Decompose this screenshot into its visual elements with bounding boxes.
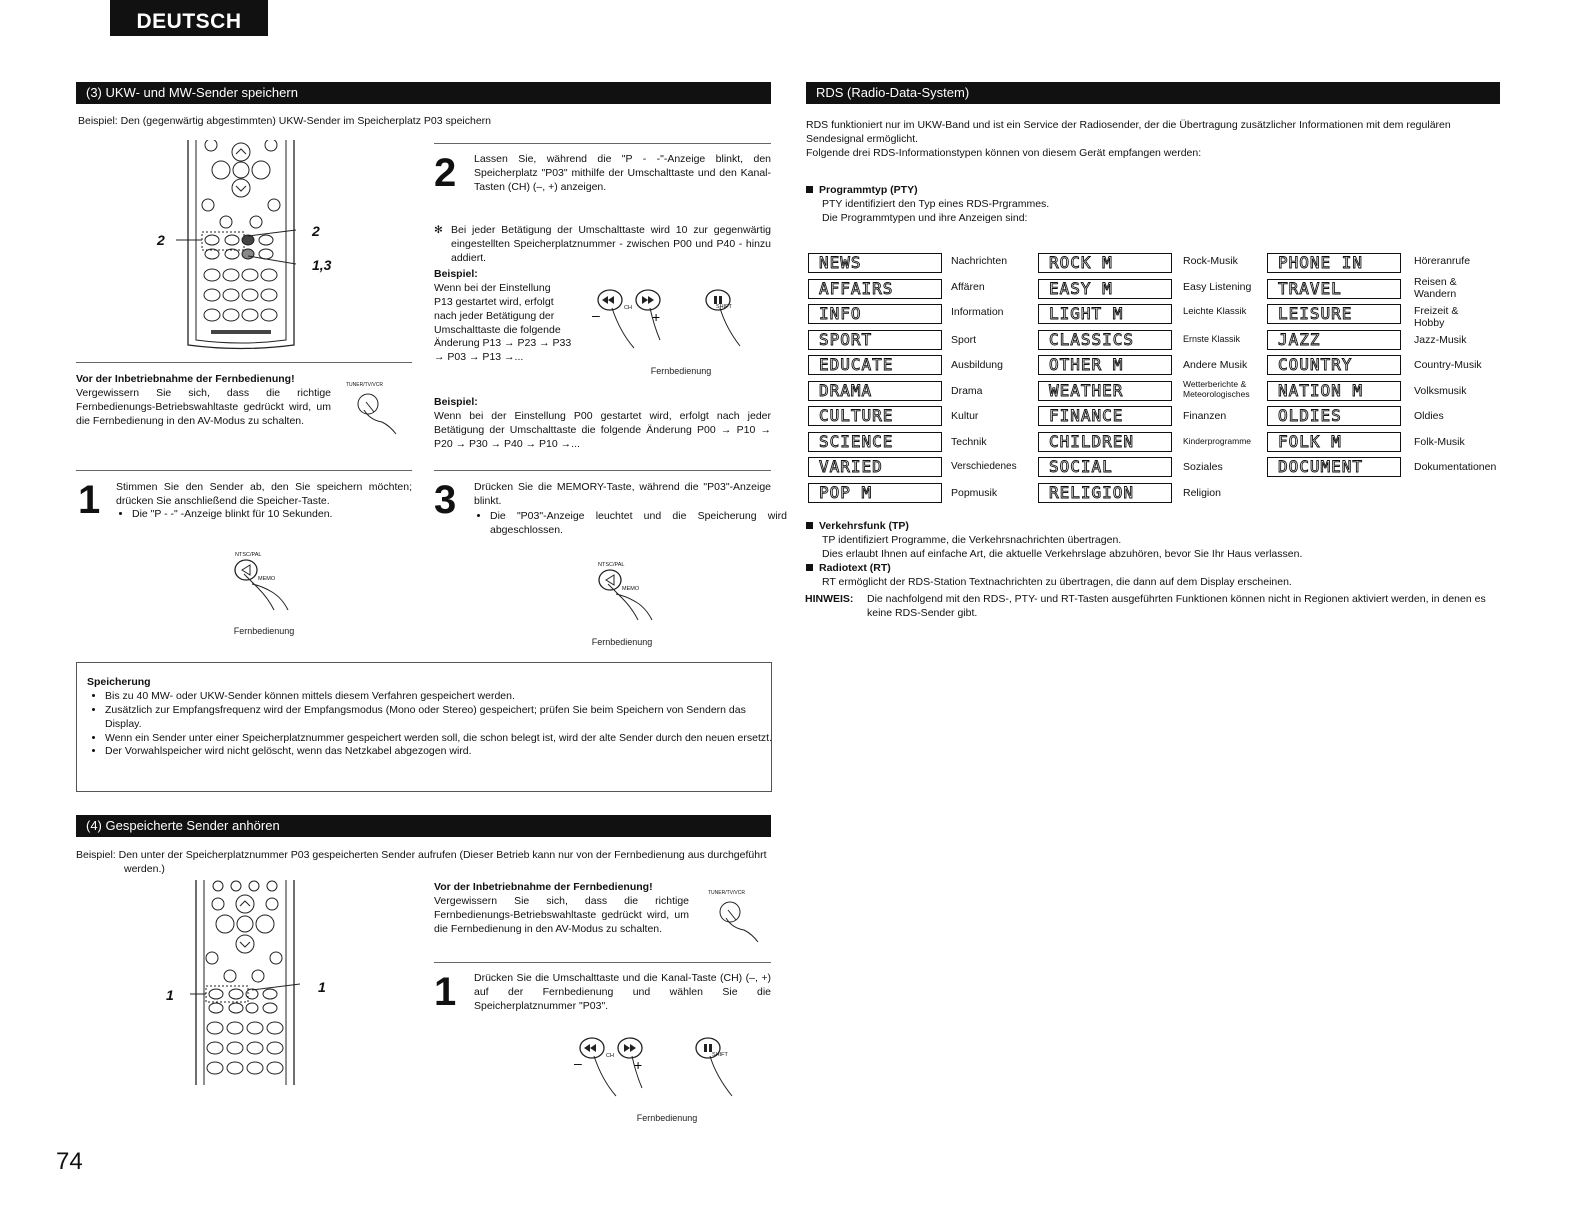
memo-label: MEMO (258, 576, 276, 582)
storage-bullet: • Wenn ein Sender unter einer Speicherplatznummer gespeichert werden soll, die schon belegt ist, wird der alte Sender durch den neuen ersetzt. (105, 732, 777, 746)
storage-title: Speicherung (87, 676, 151, 688)
pty-label: Oldies (1414, 410, 1444, 422)
step-3-bullet: • Die "P03"-Anzeige leuchtet und die Speicherung wird abgeschlossen. (490, 510, 787, 538)
pty-label: Drama (951, 385, 983, 397)
pty-label: Folk-Musik (1414, 436, 1465, 448)
note-label: HINWEIS: (805, 593, 854, 605)
ch-shift-buttons-icon (590, 286, 760, 366)
pty-label: Wetterberichte & Meteorologisches (1183, 379, 1250, 400)
pty-code: FINANCE (1038, 406, 1172, 426)
memo-label: MEMO (622, 586, 640, 592)
remote-control-icon (176, 140, 306, 350)
step-1-bullet: • Die "P - -" -Anzeige blinkt für 10 Sekunden. (132, 508, 422, 522)
svg-text:–: – (574, 1055, 582, 1071)
pty-label: Country-Musik (1414, 359, 1482, 371)
pty-code: EASY M (1038, 279, 1172, 299)
storage-bullet: • Der Vorwahlspeicher wird nicht gelöscht, wenn das Netzkabel abgezogen wird. (105, 745, 777, 759)
tp-line-2: Dies erlaubt Ihnen auf einfache Art, die aktuelle Verkehrslage abzuhören, bevor Sie Ihr Haus verlassen. (822, 548, 1303, 560)
before-use-text: Vergewissern Sie sich, dass die richtige Fernbedienungs-Betriebswahltaste gedrückt wird, um die Fernbedienung in den AV-Modus zu schalten. (76, 387, 331, 427)
caption-remote: Fernbedienung (650, 366, 712, 376)
memo-button-icon (592, 568, 662, 628)
pty-code: DRAMA (808, 381, 942, 401)
step-2-number: 2 (434, 151, 457, 195)
pty-code: OLDIES (1267, 406, 1401, 426)
pty-label: Andere Musik (1183, 359, 1248, 371)
pty-line-1: PTY identifiziert den Typ eines RDS-Prgrammes. (822, 198, 1050, 210)
pty-code: WEATHER (1038, 381, 1172, 401)
ch-label: CH (624, 305, 632, 311)
divider (434, 962, 771, 963)
caption-remote: Fernbedienung (636, 1113, 698, 1123)
pty-label: Easy Listening (1183, 281, 1252, 293)
pty-code: AFFAIRS (808, 279, 942, 299)
pty-label: Technik (951, 436, 987, 448)
pty-code: LIGHT M (1038, 304, 1172, 324)
pty-label: Freizeit & Hobby (1414, 305, 1459, 330)
pty-code: PHONE IN (1267, 253, 1401, 273)
pty-label: Nachrichten (951, 255, 1008, 267)
pty-code: CLASSICS (1038, 330, 1172, 350)
pty-label: Religion (1183, 487, 1221, 499)
rds-intro-2: Folgende drei RDS-Informationstypen können von diesem Gerät empfangen werden: (806, 147, 1202, 159)
rt-title: Radiotext (RT) (806, 562, 891, 576)
storage-bullet: • Bis zu 40 MW- oder UKW-Sender können mittels diesem Verfahren gespeichert werden. (105, 690, 777, 704)
before-use-text: Vergewissern Sie sich, dass die richtige Fernbedienungs-Betriebswahltaste gedrückt wird, um die Fernbedienung in den AV-Modus zu schalten. (434, 895, 689, 935)
section-3-example: Beispiel: Den (gegenwärtig abgestimmten) UKW-Sender im Speicherplatz P03 speichern (78, 115, 492, 127)
pty-label: Jazz-Musik (1414, 334, 1467, 346)
before-use-title: Vor der Inbetriebnahme der Fernbedienung! (76, 373, 295, 385)
callout-1-left: 1 (166, 987, 174, 1003)
language-tab: DEUTSCH (110, 0, 268, 36)
divider (76, 362, 412, 363)
step-1-number: 1 (434, 970, 457, 1014)
ch-shift-buttons-icon (572, 1034, 762, 1114)
svg-text:+: + (634, 1057, 643, 1073)
example-1-text: Wenn bei der Einstellung P13 gestartet wird, erfolgt nach jeder Betätigung der Umschalttaste die folgende Änderung P13 → P23 → P33 → P03 → P13 →... (434, 282, 572, 364)
svg-text:–: – (592, 307, 600, 323)
divider (434, 470, 771, 471)
pty-code: VARIED (808, 457, 942, 477)
pty-label: Leichte Klassik (1183, 306, 1247, 317)
pty-line-2: Die Programmtypen und ihre Anzeigen sind: (822, 212, 1028, 224)
pty-label: Ausbildung (951, 359, 1003, 371)
pty-code: INFO (808, 304, 942, 324)
pty-code: OTHER M (1038, 355, 1172, 375)
pty-code: RELIGION (1038, 483, 1172, 503)
pty-label: Popmusik (951, 487, 998, 499)
rt-line-1: RT ermöglicht der RDS-Station Textnachrichten zu übertragen, die dann auf dem Display erscheinen. (822, 576, 1292, 588)
hand-press-icon (714, 898, 764, 944)
pty-code: CULTURE (808, 406, 942, 426)
step-1-text: Stimmen Sie den Sender ab, den Sie speichern möchten; drücken Sie anschließend die Speicher-Taste. (116, 481, 412, 507)
storage-info-box (76, 662, 772, 792)
pty-code: CHILDREN (1038, 432, 1172, 452)
section-4-example: Beispiel: Den unter der Speicherplatznummer P03 gespeicherten Sender aufrufen (Dieser Betrieb kann nur von der Fernbedienung aus durchgeführt werden.) (76, 849, 767, 875)
pty-code: EDUCATE (808, 355, 942, 375)
ntsc-label: NTSC/PAL (235, 552, 262, 558)
callout-2-left: 2 (157, 232, 165, 248)
divider (434, 143, 771, 144)
note-star: ✻ (434, 224, 443, 236)
rds-title: RDS (Radio-Data-System) (806, 82, 1500, 104)
ntsc-label: NTSC/PAL (598, 562, 625, 568)
step-3-number: 3 (434, 478, 457, 522)
pty-code: TRAVEL (1267, 279, 1401, 299)
page-number: 74 (56, 1148, 83, 1175)
note-text: Bei jeder Betätigung der Umschalttaste wird 10 zur gegenwärtig eingestellten Speicherplatznummer - zwischen P00 und P40 - hinzu addiert. (451, 224, 771, 264)
pty-label: Information (951, 306, 1004, 318)
pty-code: LEISURE (1267, 304, 1401, 324)
tuner-label: TUNER/TV/VCR (346, 382, 383, 388)
caption-remote: Fernbedienung (591, 637, 653, 647)
pty-label: Verschiedenes (951, 461, 1017, 472)
pty-label: Kultur (951, 410, 979, 422)
step-1-text: Drücken Sie die Umschalttaste und die Kanal-Taste (CH) (–, +) auf der Fernbedienung und wählen Sie die Speicherplatznummer "P03". (474, 972, 771, 1012)
pty-code: POP M (808, 483, 942, 503)
pty-code: DOCUMENT (1267, 457, 1401, 477)
pty-code: NEWS (808, 253, 942, 273)
pty-title: Programmtyp (PTY) (806, 184, 918, 198)
ch-label: CH (606, 1053, 614, 1059)
memo-button-icon (228, 558, 298, 618)
pty-code: ROCK M (1038, 253, 1172, 273)
pty-code: NATION M (1267, 381, 1401, 401)
pty-code: SCIENCE (808, 432, 942, 452)
pty-label: Kinderprogramme (1183, 436, 1252, 446)
step-1-number: 1 (78, 478, 101, 522)
pty-label: Rock-Musik (1183, 255, 1238, 267)
example-2-title: Beispiel: (434, 396, 478, 408)
pty-label: Affären (951, 281, 985, 293)
pty-label: Sport (951, 334, 977, 346)
storage-bullets (89, 690, 777, 759)
step-1-bullets (116, 508, 422, 522)
step-3-bullets (474, 510, 787, 538)
pty-code: JAZZ (1267, 330, 1401, 350)
section-3-title: (3) UKW- und MW-Sender speichern (76, 82, 771, 104)
callout-1-3: 1,3 (312, 257, 332, 273)
example-1-title: Beispiel: (434, 268, 478, 280)
callout-2: 2 (312, 223, 320, 239)
pty-label: Dokumentationen (1414, 461, 1497, 473)
before-use-title: Vor der Inbetriebnahme der Fernbedienung! (434, 881, 653, 893)
tuner-label: TUNER/TV/VCR (708, 890, 745, 896)
caption-remote: Fernbedienung (233, 626, 295, 636)
remote-control-icon (190, 880, 300, 1085)
pty-label: Soziales (1183, 461, 1223, 473)
remote-illustration (190, 880, 300, 1085)
pty-label: Volksmusik (1414, 385, 1467, 397)
pty-label: Reisen & Wandern (1414, 276, 1457, 301)
note-text: Die nachfolgend mit den RDS-, PTY- und RT-Tasten ausgeführten Funktionen können nicht in Regionen aktiviert werden, in denen es keine RDS-Sender gibt. (867, 593, 1486, 619)
storage-bullet: • Zusätzlich zur Empfangsfrequenz wird der Empfangsmodus (Mono oder Stereo) gespeichert; prüfen Sie beim Speichern von Sendern das Display. (105, 704, 777, 732)
callout-1-right: 1 (318, 979, 326, 995)
shift-label: SHIFT (712, 1052, 728, 1058)
divider (76, 470, 412, 471)
pty-code: SOCIAL (1038, 457, 1172, 477)
remote-illustration (176, 140, 306, 350)
step-3-text: Drücken Sie die MEMORY-Taste, während die "P03"-Anzeige blinkt. (474, 481, 771, 507)
shift-label: SHIFT (716, 304, 732, 310)
hand-press-icon (352, 390, 402, 436)
svg-text:+: + (652, 309, 661, 325)
tp-title: Verkehrsfunk (TP) (806, 520, 909, 534)
tp-line-1: TP identifiziert Programme, die Verkehrsnachrichten übertragen. (822, 534, 1122, 546)
section-4-title: (4) Gespeicherte Sender anhören (76, 815, 771, 837)
pty-code: FOLK M (1267, 432, 1401, 452)
pty-code: SPORT (808, 330, 942, 350)
pty-label: Ernste Klassik (1183, 334, 1241, 344)
step-2-text: Lassen Sie, während die "P - -"-Anzeige blinkt, den Speicherplatz "P03" mithilfe der Umschalttaste und den Kanal-Tasten (CH) (–, +) anzeigen. (474, 153, 771, 193)
rds-intro: RDS funktioniert nur im UKW-Band und ist ein Service der Radiosender, der die Übertragung zusätzlicher Informationen mit dem regulären Sendesignal ermöglicht. (806, 119, 1451, 145)
example-2-text: Wenn bei der Einstellung P00 gestartet wird, erfolgt nach jeder Betätigung der Umschalttaste die folgende Änderung P00 → P10 → P20 → P30 → P40 → P10 →... (434, 410, 771, 450)
pty-label: Finanzen (1183, 410, 1227, 422)
pty-code: COUNTRY (1267, 355, 1401, 375)
pty-label: Höreranrufe (1414, 255, 1471, 267)
